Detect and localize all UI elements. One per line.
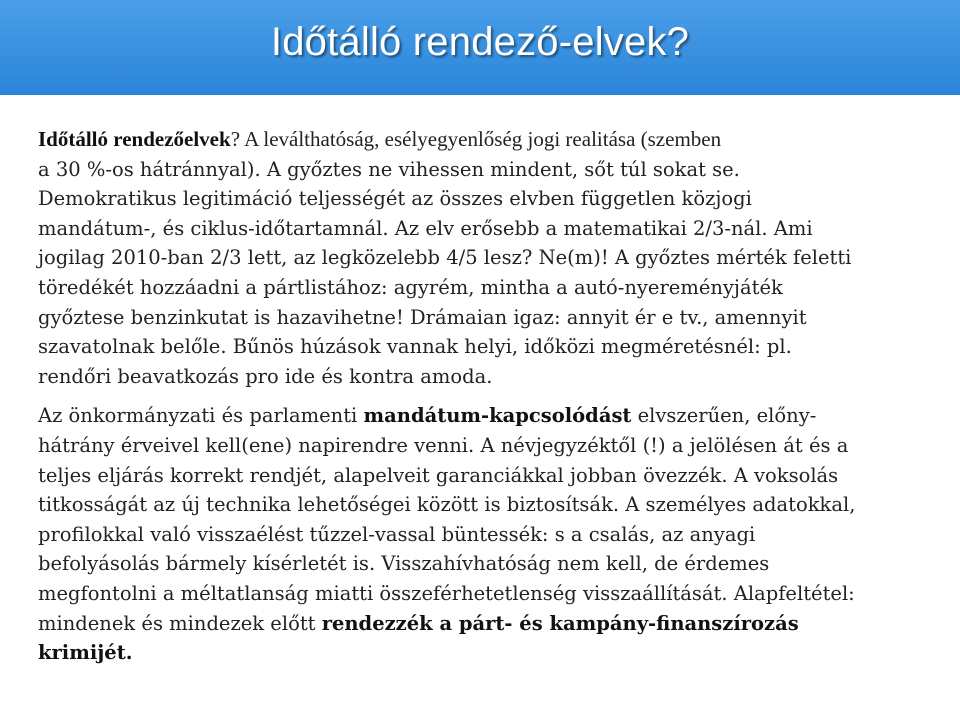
text-line [38, 273, 928, 303]
text-line [38, 490, 928, 520]
text-run: titkosságát az új technika lehetőségei között is biztosítsák. A személyes adatokkal, [38, 493, 856, 517]
text-run: rendőri beavatkozás pro ide és kontra amoda. [38, 364, 493, 388]
text-run: teljes eljárás korrekt rendjét, alapelveit garanciákkal jobban övezzék. A voksolás [38, 463, 839, 487]
text-run: megfontolni a méltatlanság miatti összeférhetetlenség visszaállítását. Alapfeltétel: [38, 581, 855, 605]
text-line [38, 549, 928, 579]
slide-title: Időtálló rendező-elvek? [270, 20, 690, 64]
text-line [38, 431, 928, 461]
text-run: mindenek és mindezek előtt [38, 611, 322, 635]
text-run: profilokkal való visszaélést tűzzel-vassal büntessék: s a csalás, az anyagi [38, 522, 756, 546]
text-line [38, 184, 928, 214]
bold-text: rendezzék a párt- és kampány-finanszírozás [321, 611, 799, 635]
text-line [38, 579, 928, 609]
text-run: töredékét hozzáadni a pártlistához: agyrém, mintha a autó-nyereményjáték [38, 275, 783, 299]
text-run: ? A leválthatóság, esélyegyenlőség jogi realitása (szemben [230, 127, 722, 151]
bold-text: Időtálló rendezőelvek [38, 127, 231, 151]
paragraph [38, 401, 928, 667]
text-line [38, 401, 928, 431]
text-line [38, 609, 928, 639]
text-run: Demokratikus legitimáció teljességét az összes elvben független közjogi [38, 187, 752, 211]
text-line [38, 155, 928, 185]
paragraph [38, 125, 928, 391]
bold-text: mandátum-kapcsolódást [363, 404, 632, 428]
slide-body [38, 125, 928, 668]
text-line [38, 214, 928, 244]
text-run: győztese benzinkutat is hazavihetne! Drámaian igaz: annyit ér e tv., amennyit [38, 305, 807, 329]
text-line [38, 461, 928, 491]
text-run: befolyásolás bármely kísérletét is. Visszahívhatóság nem kell, de érdemes [38, 552, 770, 576]
text-run: elvszerűen, előny- [631, 404, 817, 428]
text-run: szavatolnak belőle. Bűnös húzások vannak helyi, időközi megméretésnél: pl. [38, 335, 792, 359]
text-line [38, 243, 928, 273]
text-run: jogilag 2010-ban 2/3 lett, az legközelebb 4/5 lesz? Ne(m)! A győztes mérték feletti [38, 246, 852, 270]
text-run: mandátum-, és ciklus-időtartamnál. Az elv erősebb a matematikai 2/3-nál. Ami [38, 216, 813, 240]
text-run: Az önkormányzati és parlamenti [38, 404, 364, 428]
text-line [38, 125, 928, 155]
text-line [38, 362, 928, 392]
text-line [38, 303, 928, 333]
text-line [38, 520, 928, 550]
text-line [38, 332, 928, 362]
text-run: hátrány érveivel kell(ene) napirendre venni. A névjegyzéktől (!) a jelölésen át és a [38, 433, 849, 457]
bold-text: krimijét. [38, 641, 133, 665]
text-line [38, 638, 928, 668]
text-run: a 30 %-os hátránnyal). A győztes ne vihessen mindent, sőt túl sokat se. [38, 157, 740, 181]
